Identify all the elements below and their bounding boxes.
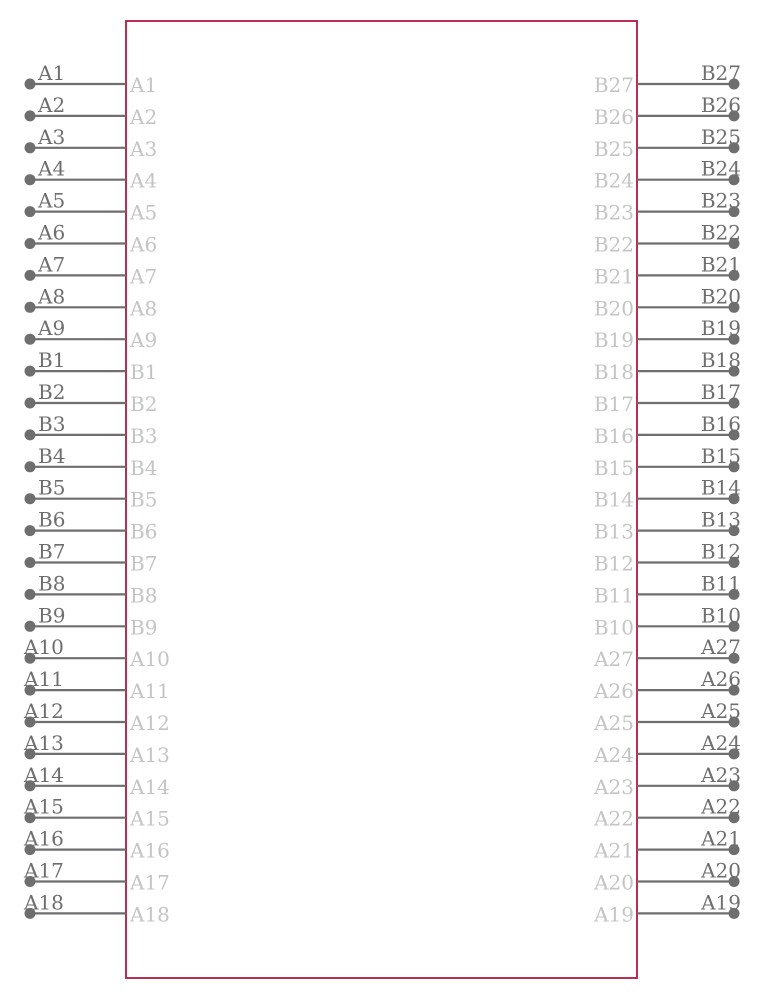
pin-a4-left [25, 157, 158, 193]
left-pin-group [23, 61, 170, 926]
pin-a10-left [23, 635, 170, 671]
pin-inner-label: A15 [130, 806, 170, 831]
pin-inner-label: B20 [593, 296, 634, 321]
pin-b3-left [25, 412, 158, 448]
pin-a8-left [25, 284, 158, 320]
pin-inner-label: A13 [130, 742, 170, 767]
pin-outer-label: B7 [38, 539, 66, 564]
pin-inner-label: B12 [593, 551, 634, 576]
pin-inner-label: B25 [593, 136, 634, 161]
pin-a19-right [593, 890, 741, 926]
pin-inner-label: A16 [130, 838, 170, 863]
pin-outer-label: A19 [701, 890, 741, 915]
pin-inner-label: A1 [130, 73, 158, 97]
pin-outer-label: B4 [38, 443, 66, 468]
pin-a7-left [25, 252, 158, 288]
pin-inner-label: A14 [130, 774, 170, 799]
pin-inner-label: A18 [130, 902, 170, 927]
pin-outer-label: A18 [24, 890, 64, 915]
pin-b11-right [594, 571, 741, 607]
pin-outer-label: A25 [701, 699, 741, 723]
pin-outer-label: A20 [701, 858, 741, 883]
pin-terminal-dot [25, 110, 36, 121]
pin-inner-label: A5 [130, 200, 158, 225]
pin-a13-left [23, 731, 170, 767]
pin-outer-label: B14 [700, 475, 741, 500]
pin-outer-label: A24 [701, 730, 741, 755]
pin-inner-label: A20 [594, 870, 634, 895]
pin-outer-label: B8 [38, 571, 66, 596]
pin-inner-label: B1 [130, 360, 158, 385]
pin-inner-label: A21 [594, 838, 634, 863]
pin-outer-label: A5 [38, 188, 66, 213]
pin-outer-label: A21 [701, 826, 741, 851]
pin-outer-label: A11 [24, 667, 64, 692]
pin-outer-label: A16 [24, 826, 64, 851]
pin-b10-right [594, 603, 741, 639]
pin-inner-label: A24 [594, 742, 634, 767]
pin-terminal-dot [25, 398, 36, 409]
pin-outer-label: A14 [24, 762, 64, 787]
pin-outer-label: A6 [38, 220, 66, 245]
pin-outer-label: B17 [700, 380, 741, 404]
pin-inner-label: A6 [130, 232, 158, 257]
pin-b13-right [594, 508, 741, 544]
pin-inner-label: A22 [594, 806, 634, 831]
right-pin-group [593, 61, 741, 926]
pin-b19-right [594, 316, 741, 352]
pin-outer-label: B23 [700, 188, 741, 213]
pin-a3-left [25, 125, 158, 161]
pin-a9-left [25, 316, 158, 352]
pin-a12-left [23, 699, 170, 735]
pin-outer-label: A17 [24, 858, 64, 883]
pin-outer-label: A8 [38, 284, 66, 309]
pin-terminal-dot [25, 142, 36, 153]
pin-a26-right [593, 667, 741, 703]
pin-a25-right [593, 699, 741, 735]
pin-a2-left [25, 93, 158, 129]
pin-b27-right [594, 61, 741, 97]
pin-outer-label: A26 [701, 667, 741, 692]
pin-a22-right [593, 795, 741, 831]
pin-a21-right [593, 827, 741, 863]
pin-outer-label: B3 [38, 411, 66, 436]
pin-a14-left [23, 763, 170, 799]
pin-a27-right [593, 635, 741, 671]
pin-inner-label: A11 [130, 679, 170, 704]
pin-terminal-dot [25, 366, 36, 377]
pin-inner-label: B17 [593, 392, 634, 416]
pin-a18-left [23, 890, 170, 926]
pin-outer-label: B9 [38, 603, 66, 628]
pin-outer-label: B20 [700, 284, 741, 309]
pin-b15-right [594, 444, 741, 480]
pin-a20-right [593, 859, 741, 895]
pin-outer-label: B2 [38, 380, 66, 404]
component-body [126, 21, 637, 978]
pin-b4-left [25, 444, 158, 480]
pin-b8-left [25, 571, 158, 607]
pin-b2-left [25, 380, 158, 416]
pin-inner-label: A19 [594, 902, 634, 927]
pin-terminal-dot [25, 461, 36, 472]
pin-inner-label: A7 [130, 264, 158, 289]
pin-outer-label: A9 [38, 316, 66, 341]
pin-outer-label: A22 [701, 794, 741, 819]
pin-b23-right [594, 189, 741, 225]
pin-inner-label: A26 [594, 679, 634, 704]
pin-terminal-dot [25, 493, 36, 504]
pin-inner-label: B16 [593, 423, 634, 448]
pin-b25-right [594, 125, 741, 161]
pin-outer-label: A7 [38, 252, 66, 277]
pin-outer-label: B22 [700, 220, 741, 245]
pin-terminal-dot [25, 238, 36, 249]
pin-outer-label: B25 [700, 124, 741, 149]
pin-b14-right [594, 476, 741, 512]
pin-outer-label: B5 [38, 475, 66, 500]
pin-inner-label: A9 [130, 328, 158, 353]
pin-a11-left [23, 667, 170, 703]
pin-inner-label: B5 [130, 487, 158, 512]
pin-inner-label: A23 [594, 774, 634, 799]
pin-inner-label: B23 [593, 200, 634, 225]
pin-outer-label: B10 [700, 603, 741, 628]
pin-a16-left [23, 827, 170, 863]
pin-outer-label: B21 [700, 252, 741, 277]
pin-outer-label: B12 [700, 539, 741, 564]
pin-a15-left [23, 795, 170, 831]
pin-outer-label: A1 [38, 61, 66, 85]
pin-inner-label: B14 [593, 487, 634, 512]
pin-inner-label: B27 [593, 73, 634, 97]
pin-outer-label: B18 [700, 348, 741, 373]
pin-inner-label: B4 [130, 455, 158, 480]
pin-inner-label: B2 [130, 392, 158, 416]
pin-inner-label: B11 [593, 583, 634, 608]
pin-b12-right [594, 540, 741, 576]
pin-inner-label: B26 [593, 104, 634, 129]
pin-inner-label: B22 [593, 232, 634, 257]
pin-a23-right [593, 763, 741, 799]
pin-outer-label: B19 [700, 316, 741, 341]
pin-b22-right [594, 221, 741, 257]
pin-terminal-dot [25, 79, 36, 90]
pin-inner-label: A4 [130, 168, 158, 193]
pin-inner-label: B9 [130, 615, 158, 640]
pin-terminal-dot [25, 270, 36, 281]
pin-inner-label: A8 [130, 296, 158, 321]
pin-outer-label: B16 [700, 411, 741, 436]
pin-outer-label: B6 [38, 507, 66, 532]
pin-outer-label: B13 [700, 507, 741, 532]
pin-terminal-dot [25, 557, 36, 568]
pin-inner-label: A10 [130, 647, 170, 672]
pin-terminal-dot [25, 589, 36, 600]
pin-b24-right [594, 157, 741, 193]
pin-outer-label: B27 [700, 61, 741, 85]
pin-a5-left [25, 189, 158, 225]
pin-inner-label: B24 [593, 168, 634, 193]
pin-b16-right [594, 412, 741, 448]
pin-inner-label: B13 [593, 519, 634, 544]
pin-a24-right [593, 731, 741, 767]
pin-b6-left [25, 508, 158, 544]
pin-terminal-dot [25, 429, 36, 440]
pin-inner-label: A3 [130, 136, 158, 161]
pin-b26-right [594, 93, 741, 129]
pin-outer-label: A27 [701, 635, 741, 660]
pin-b9-left [25, 603, 158, 639]
pin-outer-label: A12 [24, 699, 64, 723]
pin-inner-label: A27 [594, 647, 634, 672]
pin-b7-left [25, 540, 158, 576]
pin-outer-label: B1 [38, 348, 66, 373]
pin-outer-label: A4 [38, 156, 66, 181]
pin-terminal-dot [25, 334, 36, 345]
pin-inner-label: B18 [593, 360, 634, 385]
pin-b5-left [25, 476, 158, 512]
pin-inner-label: B19 [593, 328, 634, 353]
pin-terminal-dot [25, 525, 36, 536]
pin-outer-label: B15 [700, 443, 741, 468]
pin-outer-label: A10 [24, 635, 64, 660]
pin-outer-label: B26 [700, 92, 741, 117]
pin-b18-right [594, 348, 741, 384]
pin-inner-label: A17 [130, 870, 170, 895]
pin-outer-label: A13 [24, 730, 64, 755]
pin-b1-left [25, 348, 158, 384]
pin-terminal-dot [25, 621, 36, 632]
pin-b17-right [594, 380, 741, 416]
pin-inner-label: A2 [130, 104, 158, 129]
pin-outer-label: A2 [38, 92, 66, 117]
pin-inner-label: A12 [130, 711, 170, 735]
pin-a17-left [23, 859, 170, 895]
pin-inner-label: B6 [130, 519, 158, 544]
pin-inner-label: A25 [594, 711, 634, 735]
pin-outer-label: B11 [700, 571, 741, 596]
pin-outer-label: A3 [38, 124, 66, 149]
pin-outer-label: B24 [700, 156, 741, 181]
pin-outer-label: A15 [24, 794, 64, 819]
pin-a1-left [25, 61, 158, 97]
pin-inner-label: B8 [130, 583, 158, 608]
pin-terminal-dot [25, 302, 36, 313]
pin-inner-label: B15 [593, 455, 634, 480]
pin-inner-label: B3 [130, 423, 158, 448]
pin-b20-right [594, 284, 741, 320]
pin-inner-label: B10 [593, 615, 634, 640]
pin-inner-label: B21 [593, 264, 634, 289]
pin-terminal-dot [25, 174, 36, 185]
pin-outer-label: A23 [701, 762, 741, 787]
pin-b21-right [594, 252, 741, 288]
pin-terminal-dot [25, 206, 36, 217]
pin-a6-left [25, 221, 158, 257]
pin-inner-label: B7 [130, 551, 158, 576]
